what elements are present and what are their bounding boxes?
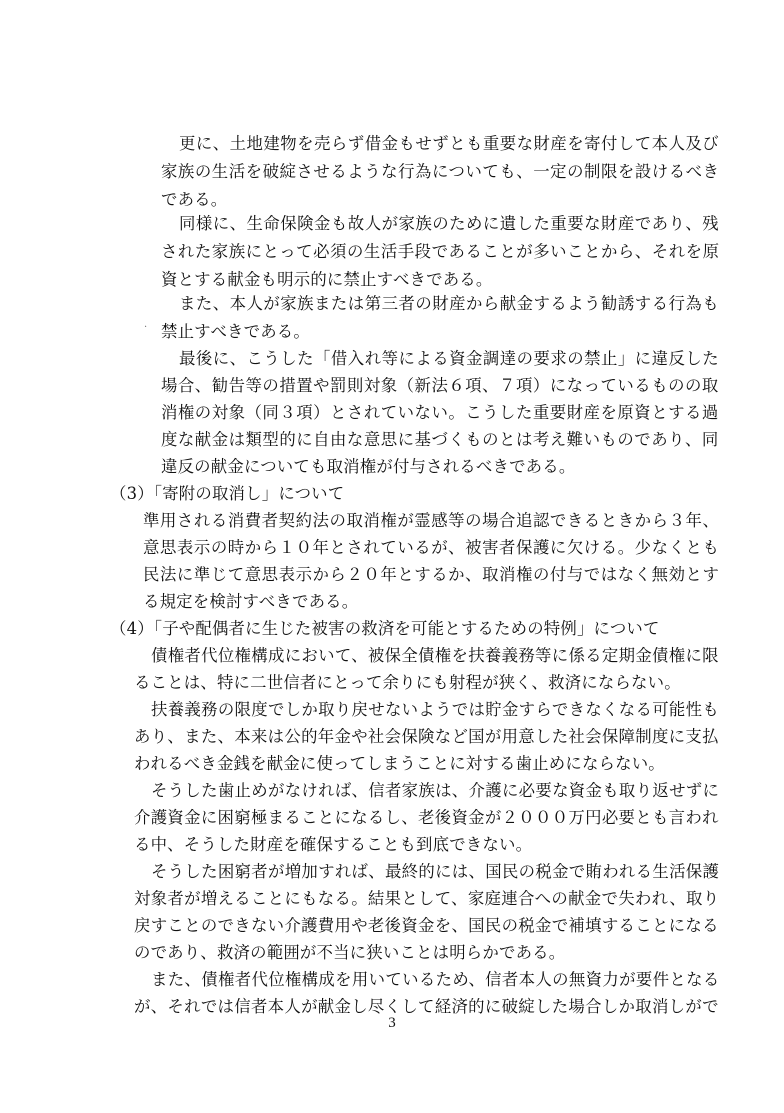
text-line-13: 違反の献金についても取消権が付与されるべきである。 bbox=[161, 457, 576, 476]
text-line-30: 戻すことのできない介護費用や老後資金を、国民の税金で補填することになる bbox=[134, 916, 719, 935]
text-line-22: 扶養義務の限度でしか取り戻せないようでは貯金すらできなくなる可能性も bbox=[151, 700, 720, 719]
text-line-33: が、それでは信者本人が献金し尽くして経済的に破綻した場合しか取消しがで bbox=[134, 997, 719, 1016]
text-line-3: である。 bbox=[161, 190, 228, 209]
text-line-23: あり、また、本来は公的年金や社会保険など国が用意した社会保障制度に支払 bbox=[134, 727, 719, 746]
text-line-18: る規定を検討すべきである。 bbox=[143, 592, 359, 611]
text-line-25: そうした歯止めがなければ、信者家族は、介護に必要な資金も取り返せずに bbox=[151, 781, 720, 800]
margin-mark: · bbox=[144, 322, 148, 333]
text-line-28: そうした困窮者が増加すれば、最終的には、国民の税金で賄われる生活保護 bbox=[151, 862, 720, 881]
text-line-2: 家族の生活を破綻させるような行為についても、一定の制限を設けるべき bbox=[161, 162, 720, 181]
text-line-10: 場合、勧告等の措置や罰則対象（新法６項、７項）になっているものの取 bbox=[161, 376, 719, 395]
text-line-4: 同様に、生命保険金も故人が家族のために遺した重要な財産であり、残 bbox=[179, 214, 720, 233]
text-line-6: 資とする献金も明示的に禁止すべきである。 bbox=[161, 270, 493, 289]
section-heading-3: （3）「寄附の取消し」について bbox=[110, 484, 345, 503]
text-line-1: 更に、土地建物を売らず借金もせずとも重要な財産を寄付して本人及び bbox=[179, 134, 720, 153]
section-heading-4: （4）「子や配偶者に生じた被害の救済を可能とするための特例」について bbox=[110, 619, 660, 638]
text-line-15: 準用される消費者契約法の取消権が霊感等の場合追認できるときから３年、 bbox=[143, 511, 720, 530]
text-line-12: 度な献金は類型的に自由な意思に基づくものとは考え難いものであり、同 bbox=[161, 430, 719, 449]
text-line-24: われるべき金銭を献金に使ってしまうことに対する歯止めにならない。 bbox=[134, 754, 665, 773]
text-line-31: のであり、救済の範囲が不当に狭いことは明らかである。 bbox=[134, 943, 566, 962]
text-line-7: また、本人が家族または第三者の財産から献金するよう勧誘する行為も bbox=[179, 294, 720, 313]
text-line-8: 禁止すべきである。 bbox=[161, 322, 310, 341]
page-number: 3 bbox=[388, 1015, 396, 1031]
text-line-11: 消権の対象（同３項）とされていない。こうした重要財産を原資とする過 bbox=[161, 403, 719, 422]
text-line-5: された家族にとって必須の生活手段であることが多いことから、それを原 bbox=[161, 242, 720, 261]
text-line-9: 最後に、こうした「借入れ等による資金調達の要求の禁止」に違反した bbox=[179, 349, 720, 368]
text-line-21: ることは、特に二世信者にとって余りにも射程が狭く、救済にならない。 bbox=[134, 673, 681, 692]
text-line-17: 民法に準じて意思表示から２０年とするか、取消権の付与ではなく無効とす bbox=[143, 565, 720, 584]
text-line-20: 債権者代位権構成において、被保全債権を扶養義務等に係る定期金債権に限 bbox=[151, 646, 719, 665]
text-line-26: 介護資金に困窮極まることになるし、老後資金が２０００万円必要とも言われ bbox=[134, 808, 719, 827]
text-line-32: また、債権者代位権構成を用いているため、信者本人の無資力が要件となる bbox=[151, 970, 720, 989]
text-line-29: 対象者が増えることにもなる。結果として、家庭連合への献金で失われ、取り bbox=[134, 889, 720, 908]
text-line-27: る中、そうした財産を確保することも到底できない。 bbox=[134, 835, 533, 854]
text-line-16: 意思表示の時から１０年とされているが、被害者保護に欠ける。少なくとも bbox=[143, 538, 720, 557]
